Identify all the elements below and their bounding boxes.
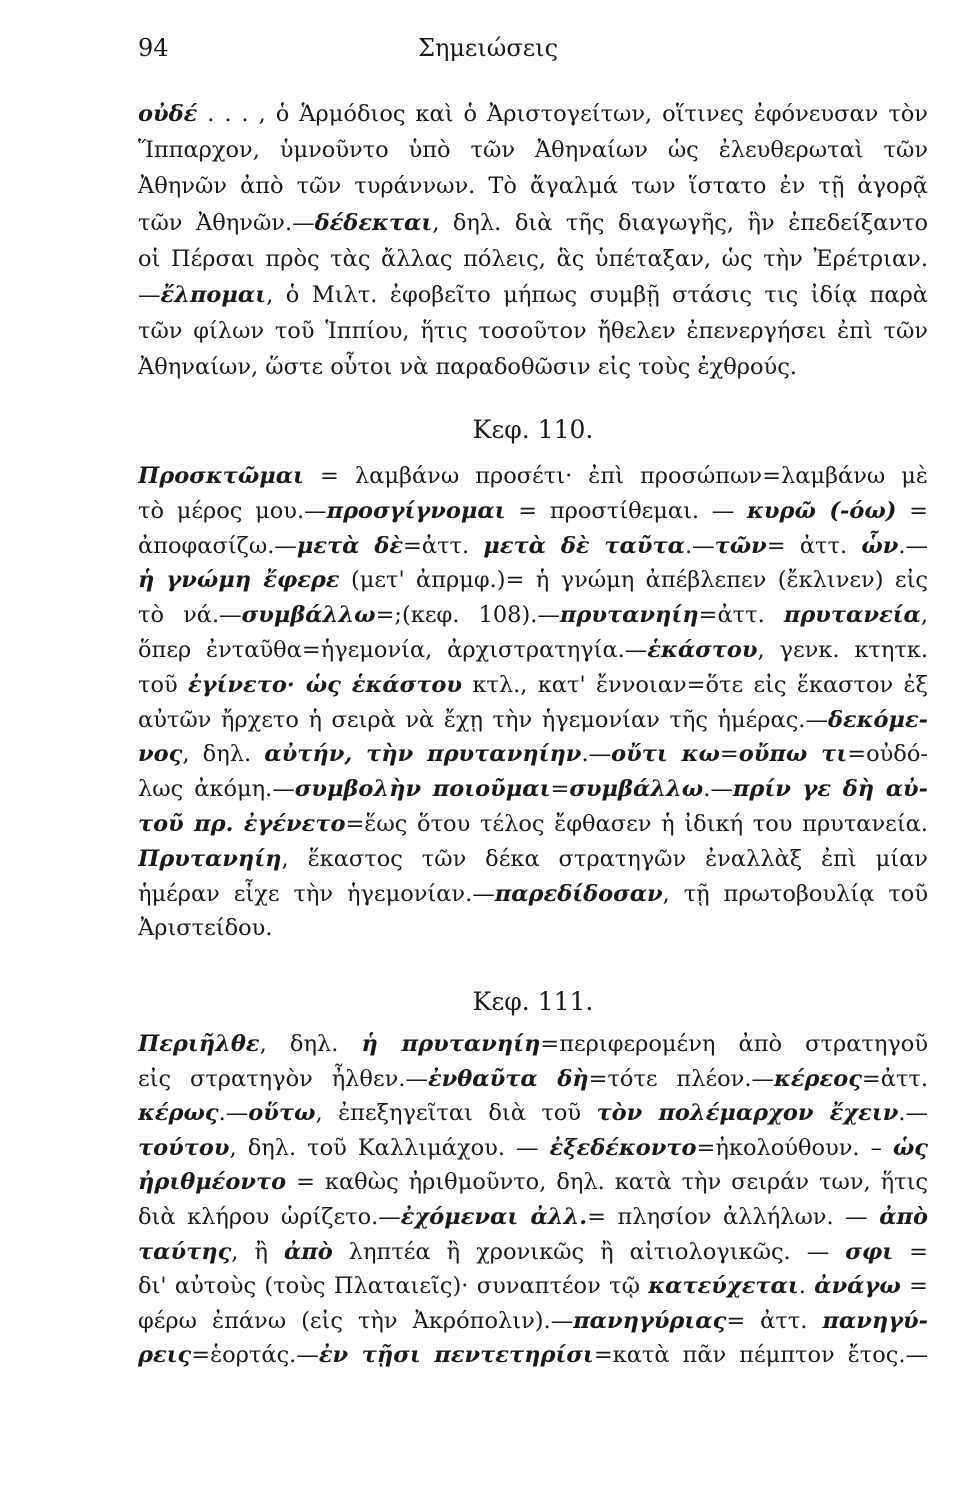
gloss-text: κτλ., κατ' ἔννοιαν=ὅτε εἰς ἕκαστον ἐξ	[462, 671, 928, 698]
chapter-heading-110: Κεφ. 110.	[472, 415, 594, 444]
lemma: ἐχόμεναι ἀλλ.	[400, 1204, 588, 1230]
gloss-text: τὸ μέρος μου.—	[138, 497, 327, 524]
lemma: τῶν	[714, 532, 767, 559]
gloss-text: οἱ Πέρσαι πρὸς τὰς ἄλλας πόλεις, ἃς ὑπέταξαν, ὡς τὴν Ἐρέτριαν.	[138, 245, 928, 272]
gloss-text: , ὁ Μιλτ. ἐφοβεῖτο μήπως συμβῇ στάσις τις ἰδίᾳ παρὰ	[266, 282, 928, 308]
gloss-text: .—	[684, 532, 715, 559]
gloss-text: =;(κεφ. 108).—	[375, 602, 560, 629]
gloss-text: ἀποφασίζω.—	[138, 532, 297, 559]
lemma: πρυτανεία	[783, 602, 921, 629]
lemma: ἠριθμέοντο	[138, 1169, 287, 1196]
lemma: κέρεος	[774, 1065, 862, 1092]
lemma: αὐτήν, τὴν πρυτανηίην	[264, 741, 582, 768]
lemma: πρυτανηίη	[559, 602, 699, 629]
gloss-text: Ἵππαρχον, ὑμνοῦντο ὑπὸ τῶν Ἀθηναίων ὡς ἐλευθερωταὶ τῶν	[138, 137, 928, 164]
gloss-text: δι' αὐτοὺς (τοὺς Πλαταιεῖς)· συναπτέον τῷ	[138, 1273, 649, 1300]
lemma: δεκόμε-	[827, 706, 928, 733]
text-line	[138, 96, 928, 136]
gloss-text: εἰς στρατηγὸν ἦλθεν.—	[138, 1065, 428, 1092]
lemma: τούτου	[138, 1134, 230, 1161]
lemma: Περιῆλθε	[138, 1031, 260, 1057]
lemma: ὧν	[861, 532, 899, 559]
gloss-text: .—	[898, 532, 928, 559]
lemma: προσγίγνομαι	[326, 497, 506, 524]
lemma: νος	[138, 741, 183, 768]
lemma: μετὰ δὲ ταῦτα	[483, 532, 685, 559]
gloss-text: =ἕως ὅτου τέλος ἔφθασεν ἡ ἰδική του πρυτανεία.	[345, 811, 928, 837]
gloss-text: =οὐδό-	[847, 741, 928, 768]
gloss-text: , δηλ. διὰ τῆς διαγωγῆς, ἣν ἐπεδείξαντο	[432, 209, 928, 236]
gloss-text: ,	[920, 602, 928, 629]
gloss-text: τῶν φίλων τοῦ Ἱππίου, ἥτις τοσοῦτον ἤθελεν ἐπενεργήσει ἐπὶ τῶν	[138, 318, 928, 345]
lemma: ρεις	[138, 1342, 192, 1369]
lemma: συμβάλλω	[569, 776, 704, 803]
gloss-text: , δηλ. τοῦ Καλλιμάχου. —	[229, 1134, 550, 1161]
gloss-text: , δηλ.	[182, 741, 265, 768]
gloss-text: =ἠκολούθουν. –	[696, 1134, 893, 1161]
gloss-text: τοῦ	[138, 671, 188, 698]
text-line	[138, 313, 928, 353]
lemma: ἔλπομαι	[160, 282, 267, 308]
text-line	[138, 910, 928, 950]
lemma: ἀνάγω	[814, 1273, 901, 1300]
gloss-text: .—	[703, 776, 733, 803]
lemma: ἐγίνετο· ὡς ἑκάστου	[188, 671, 463, 698]
text-line	[138, 132, 928, 172]
lemma: κυρῶ (-όω)	[747, 497, 897, 524]
lemma: κέρως	[138, 1100, 219, 1127]
gloss-text: = ἀττ.	[766, 532, 862, 559]
gloss-text: = πλησίον ἀλλήλων. —	[587, 1204, 880, 1230]
gloss-text: , δηλ.	[259, 1031, 362, 1057]
lemma: οὔπω τι	[738, 741, 848, 768]
chapter-heading-111: Κεφ. 111.	[472, 987, 594, 1016]
gloss-text: =κατὰ πᾶν πέμπτον ἔτος.—	[593, 1342, 928, 1369]
gloss-text: , ἢ	[231, 1238, 284, 1265]
gloss-text: =περιφερομένη ἀπὸ στρατηγοῦ	[540, 1031, 928, 1057]
gloss-text: =ἑορτάς.—	[191, 1342, 319, 1369]
text-line	[138, 205, 928, 245]
gloss-text: (μετ' ἀπρμφ.)= ἡ γνώμη ἀπέβλεπεν (ἔκλινεν) εἰς	[339, 567, 928, 594]
lemma: μετὰ δὲ	[296, 532, 404, 559]
lemma: πανηγύριας	[573, 1307, 727, 1334]
lemma: πανηγύ-	[822, 1307, 928, 1334]
page-number: 94	[138, 34, 169, 62]
gloss-text: = λαμβάνω προσέτι· ἐπὶ προσώπων=λαμβάνω μὲ	[303, 463, 928, 489]
gloss-text: φέρω ἐπάνω (εἰς τὴν Ἀκρόπολιν).—	[138, 1307, 574, 1334]
gloss-text: =ἀττ.	[861, 1065, 928, 1092]
lemma: ἐξεδέκοντο	[549, 1134, 697, 1161]
text-line	[138, 1337, 928, 1377]
gloss-text: ἡμέραν εἶχε τὴν ἡγεμονίαν.—	[138, 880, 495, 907]
lemma: Πρυτανηίη	[138, 845, 282, 872]
gloss-text: τῶν Ἀθηνῶν.—	[138, 209, 315, 236]
gloss-text: =	[893, 1238, 928, 1265]
gloss-text: .—	[581, 741, 612, 768]
lemma: ἀπὸ	[283, 1238, 333, 1265]
gloss-text: , ἕκαστος τῶν δέκα στρατηγῶν ἐναλλὰξ ἐπὶ μίαν	[281, 845, 928, 872]
gloss-text: =	[900, 1273, 928, 1300]
gloss-text: .	[798, 1273, 815, 1300]
lemma: οὔτι κω	[611, 741, 720, 768]
lemma: σφι	[845, 1238, 894, 1265]
gloss-text: , τῇ πρωτοβουλίᾳ τοῦ	[662, 880, 928, 907]
lemma: ἐν τῇσι πεντετηρίσι	[318, 1342, 594, 1369]
gloss-text: τὸ νά.—	[138, 602, 242, 629]
text-line	[138, 168, 928, 208]
gloss-text: διὰ κλήρου ὡρίζετο.—	[138, 1204, 401, 1230]
lemma: ἀπὸ	[879, 1204, 928, 1230]
gloss-text: = ἀττ.	[726, 1307, 823, 1334]
gloss-text: ὅπερ ἐνταῦθα=ἡγεμονία, ἀρχιστρατηγία.—	[138, 637, 648, 663]
lemma: οὐδέ	[138, 101, 198, 127]
gloss-text: .—	[218, 1100, 249, 1127]
lemma: ἐνθαῦτα δὴ	[427, 1065, 589, 1092]
text-line	[138, 241, 928, 281]
gloss-text: =ἀττ.	[698, 602, 784, 629]
lemma: ὡς	[892, 1134, 928, 1161]
gloss-text: =ἀττ.	[403, 532, 484, 559]
lemma: ἡ γνώμη ἔφερε	[138, 567, 340, 594]
gloss-text: .—	[898, 1100, 928, 1127]
gloss-text: = καθὼς ἠριθμοῦντο, δηλ. κατὰ τὴν σειράν των, ἥτις	[286, 1169, 928, 1196]
lemma: Προσκτῶμαι	[138, 463, 304, 489]
lemma: τὸν πολέμαρχον ἔχειν	[596, 1100, 899, 1127]
page-header	[138, 34, 838, 74]
lemma: τοῦ πρ. ἐγένετο	[138, 811, 346, 837]
lemma: παρεδίδοσαν	[494, 880, 663, 907]
running-title: Σημειώσεις	[417, 34, 559, 62]
gloss-text: =	[550, 776, 570, 803]
gloss-text: . . . , ὁ Ἁρμόδιος καὶ ὁ Ἀριστογείτων, οἵτινες ἐφόνευσαν τὸν	[197, 101, 928, 127]
lemma: δέδεκται	[314, 209, 433, 236]
gloss-text: , γενκ. κτητκ.	[757, 637, 928, 663]
gloss-text: , ἐπεξηγεῖται διὰ τοῦ	[315, 1100, 597, 1127]
text-line	[138, 349, 928, 389]
lemma: ἡ πρυτανηίη	[361, 1031, 541, 1057]
gloss-text: =τότε πλέον.—	[588, 1065, 775, 1092]
lemma: πρίν γε δὴ αὐ-	[732, 776, 928, 803]
gloss-text: = προστίθεμαι. —	[505, 497, 748, 524]
gloss-text: Ἀθηναίων, ὥστε οὗτοι νὰ παραδοθῶσιν εἰς τοὺς ἐχθρούς.	[138, 354, 797, 381]
gloss-text: λως ἀκόμη.—	[138, 776, 295, 803]
lemma: κατεύχεται	[648, 1273, 799, 1300]
lemma: συμβάλλω	[241, 602, 376, 629]
gloss-text: Ἀθηνῶν ἀπὸ τῶν τυράννων. Τὸ ἄγαλμά των ἵστατο ἐν τῇ ἀγορᾷ	[138, 173, 928, 200]
lemma: ἑκάστου	[647, 637, 758, 663]
lemma: οὕτω	[248, 1100, 316, 1127]
gloss-text: —	[138, 282, 161, 308]
lemma: συμβολὴν ποιοῦμαι	[294, 776, 551, 803]
lemma: ταύτης	[138, 1238, 232, 1265]
text-line	[138, 277, 928, 317]
gloss-text: ληπτέα ἢ χρονικῶς ἢ αἰτιολογικῶς. —	[332, 1238, 846, 1265]
gloss-text: Ἀριστείδου.	[138, 915, 273, 942]
gloss-text: αὐτῶν ἤρχετο ἡ σειρὰ νὰ ἔχῃ τὴν ἡγεμονίαν τῆς ἡμέρας.—	[138, 706, 828, 733]
gloss-text: =	[719, 741, 739, 768]
gloss-text: =	[896, 497, 928, 524]
